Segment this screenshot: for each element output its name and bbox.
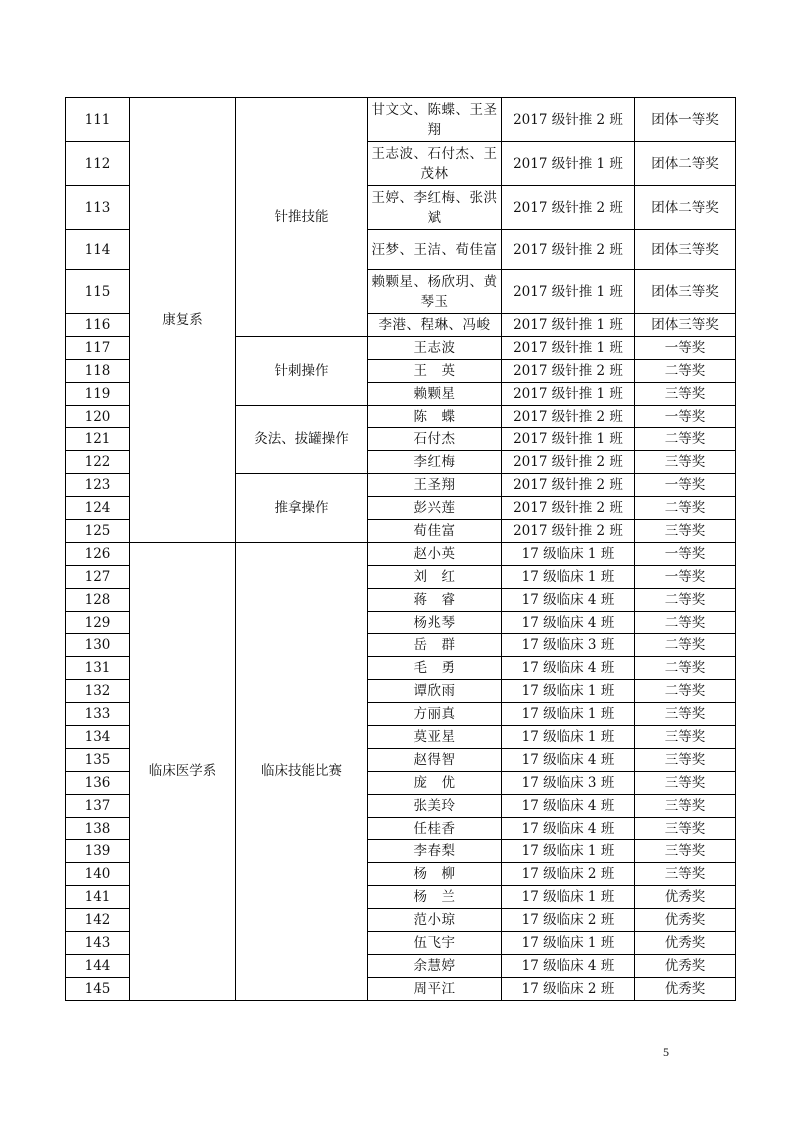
class-name: 17 级临床 1 班 (502, 840, 635, 863)
winner-names: 范小琼 (368, 909, 502, 932)
award-level: 二等奖 (635, 497, 736, 520)
winner-names: 甘文文、陈蝶、王圣翔 (368, 98, 502, 142)
row-number: 133 (66, 703, 130, 726)
row-number: 120 (66, 405, 130, 428)
award-level: 一等奖 (635, 336, 736, 359)
row-number: 112 (66, 142, 130, 186)
class-name: 2017 级针推 2 班 (502, 186, 635, 230)
award-level: 优秀奖 (635, 909, 736, 932)
row-number: 115 (66, 270, 130, 314)
award-level: 团体三等奖 (635, 314, 736, 337)
class-name: 17 级临床 2 班 (502, 863, 635, 886)
class-name: 17 级临床 3 班 (502, 771, 635, 794)
winner-names: 赖颗星 (368, 382, 502, 405)
class-name: 2017 级针推 2 班 (502, 451, 635, 474)
winner-names: 岳 群 (368, 634, 502, 657)
award-level: 二等奖 (635, 359, 736, 382)
row-number: 122 (66, 451, 130, 474)
class-name: 17 级临床 4 班 (502, 954, 635, 977)
winner-names: 李红梅 (368, 451, 502, 474)
winner-names: 石付杰 (368, 428, 502, 451)
class-name: 17 级临床 4 班 (502, 794, 635, 817)
winner-names: 方丽真 (368, 703, 502, 726)
class-name: 2017 级针推 1 班 (502, 428, 635, 451)
class-name: 17 级临床 4 班 (502, 657, 635, 680)
row-number: 121 (66, 428, 130, 451)
row-number: 132 (66, 680, 130, 703)
row-number: 123 (66, 474, 130, 497)
award-level: 一等奖 (635, 405, 736, 428)
winner-names: 毛 勇 (368, 657, 502, 680)
winner-names: 杨 柳 (368, 863, 502, 886)
department-cell: 康复系 (130, 98, 236, 543)
winner-names: 莫亚星 (368, 726, 502, 749)
row-number: 136 (66, 771, 130, 794)
row-number: 135 (66, 748, 130, 771)
class-name: 2017 级针推 1 班 (502, 336, 635, 359)
row-number: 145 (66, 977, 130, 1000)
class-name: 17 级临床 1 班 (502, 886, 635, 909)
row-number: 116 (66, 314, 130, 337)
department-cell: 临床医学系 (130, 542, 236, 1000)
row-number: 117 (66, 336, 130, 359)
award-level: 三等奖 (635, 863, 736, 886)
winner-names: 彭兴莲 (368, 497, 502, 520)
row-number: 140 (66, 863, 130, 886)
class-name: 17 级临床 4 班 (502, 588, 635, 611)
class-name: 17 级临床 1 班 (502, 565, 635, 588)
winner-names: 赖颗星、杨欣玥、黄琴玉 (368, 270, 502, 314)
class-name: 17 级临床 2 班 (502, 909, 635, 932)
award-level: 二等奖 (635, 428, 736, 451)
winner-names: 王 英 (368, 359, 502, 382)
row-number: 119 (66, 382, 130, 405)
winner-names: 张美玲 (368, 794, 502, 817)
award-level: 二等奖 (635, 634, 736, 657)
class-name: 2017 级针推 1 班 (502, 382, 635, 405)
row-number: 141 (66, 886, 130, 909)
winner-names: 任桂香 (368, 817, 502, 840)
class-name: 2017 级针推 2 班 (502, 405, 635, 428)
class-name: 17 级临床 2 班 (502, 977, 635, 1000)
row-number: 113 (66, 186, 130, 230)
class-name: 17 级临床 1 班 (502, 726, 635, 749)
class-name: 17 级临床 4 班 (502, 611, 635, 634)
row-number: 144 (66, 954, 130, 977)
class-name: 17 级临床 1 班 (502, 932, 635, 955)
row-number: 137 (66, 794, 130, 817)
award-level: 团体三等奖 (635, 270, 736, 314)
winner-names: 刘 红 (368, 565, 502, 588)
row-number: 111 (66, 98, 130, 142)
class-name: 2017 级针推 2 班 (502, 98, 635, 142)
award-level: 二等奖 (635, 657, 736, 680)
award-level: 三等奖 (635, 520, 736, 543)
award-level: 三等奖 (635, 382, 736, 405)
award-level: 一等奖 (635, 542, 736, 565)
winner-names: 汪梦、王洁、荀佳富 (368, 230, 502, 270)
event-cell: 灸法、拔罐操作 (236, 405, 368, 474)
winner-names: 杨兆琴 (368, 611, 502, 634)
award-level: 团体一等奖 (635, 98, 736, 142)
award-level: 团体三等奖 (635, 230, 736, 270)
award-level: 团体二等奖 (635, 142, 736, 186)
award-level: 二等奖 (635, 588, 736, 611)
award-table (65, 97, 736, 1001)
winner-names: 赵小英 (368, 542, 502, 565)
row-number: 138 (66, 817, 130, 840)
event-cell: 针刺操作 (236, 336, 368, 405)
row-number: 142 (66, 909, 130, 932)
event-cell: 推拿操作 (236, 474, 368, 543)
class-name: 2017 级针推 2 班 (502, 497, 635, 520)
award-level: 优秀奖 (635, 954, 736, 977)
winner-names: 王志波 (368, 336, 502, 359)
row-number: 125 (66, 520, 130, 543)
class-name: 2017 级针推 1 班 (502, 142, 635, 186)
winner-names: 杨 兰 (368, 886, 502, 909)
row-number: 139 (66, 840, 130, 863)
award-level: 优秀奖 (635, 977, 736, 1000)
page-number: 5 (663, 1045, 669, 1059)
award-level: 优秀奖 (635, 886, 736, 909)
winner-names: 周平江 (368, 977, 502, 1000)
award-level: 二等奖 (635, 680, 736, 703)
award-level: 三等奖 (635, 794, 736, 817)
award-level: 三等奖 (635, 451, 736, 474)
class-name: 2017 级针推 2 班 (502, 359, 635, 382)
award-level: 三等奖 (635, 748, 736, 771)
winner-names: 王志波、石付杰、王茂林 (368, 142, 502, 186)
award-level: 优秀奖 (635, 932, 736, 955)
class-name: 17 级临床 1 班 (502, 703, 635, 726)
row-number: 131 (66, 657, 130, 680)
winner-names: 王圣翔 (368, 474, 502, 497)
class-name: 17 级临床 1 班 (502, 542, 635, 565)
award-level: 一等奖 (635, 474, 736, 497)
winner-names: 荀佳富 (368, 520, 502, 543)
winner-names: 李港、程琳、冯峻 (368, 314, 502, 337)
winner-names: 赵得智 (368, 748, 502, 771)
award-level: 团体二等奖 (635, 186, 736, 230)
class-name: 2017 级针推 1 班 (502, 270, 635, 314)
table-row (66, 542, 736, 565)
winner-names: 王婷、李红梅、张洪斌 (368, 186, 502, 230)
winner-names: 余慧婷 (368, 954, 502, 977)
class-name: 2017 级针推 2 班 (502, 230, 635, 270)
class-name: 17 级临床 3 班 (502, 634, 635, 657)
winner-names: 庞 优 (368, 771, 502, 794)
award-table-body (66, 98, 736, 1001)
award-level: 一等奖 (635, 565, 736, 588)
class-name: 17 级临床 4 班 (502, 748, 635, 771)
class-name: 2017 级针推 1 班 (502, 314, 635, 337)
table-row (66, 98, 736, 142)
row-number: 114 (66, 230, 130, 270)
award-level: 三等奖 (635, 771, 736, 794)
class-name: 2017 级针推 2 班 (502, 520, 635, 543)
row-number: 118 (66, 359, 130, 382)
row-number: 129 (66, 611, 130, 634)
row-number: 143 (66, 932, 130, 955)
row-number: 127 (66, 565, 130, 588)
award-level: 三等奖 (635, 817, 736, 840)
award-level: 三等奖 (635, 726, 736, 749)
class-name: 17 级临床 1 班 (502, 680, 635, 703)
row-number: 130 (66, 634, 130, 657)
award-level: 三等奖 (635, 703, 736, 726)
winner-names: 陈 蝶 (368, 405, 502, 428)
award-level: 三等奖 (635, 840, 736, 863)
winner-names: 李春梨 (368, 840, 502, 863)
class-name: 2017 级针推 2 班 (502, 474, 635, 497)
winner-names: 谭欣雨 (368, 680, 502, 703)
row-number: 128 (66, 588, 130, 611)
row-number: 126 (66, 542, 130, 565)
row-number: 134 (66, 726, 130, 749)
event-cell: 针推技能 (236, 98, 368, 337)
class-name: 17 级临床 4 班 (502, 817, 635, 840)
winner-names: 伍飞宇 (368, 932, 502, 955)
event-cell: 临床技能比赛 (236, 542, 368, 1000)
winner-names: 蒋 睿 (368, 588, 502, 611)
award-level: 二等奖 (635, 611, 736, 634)
row-number: 124 (66, 497, 130, 520)
